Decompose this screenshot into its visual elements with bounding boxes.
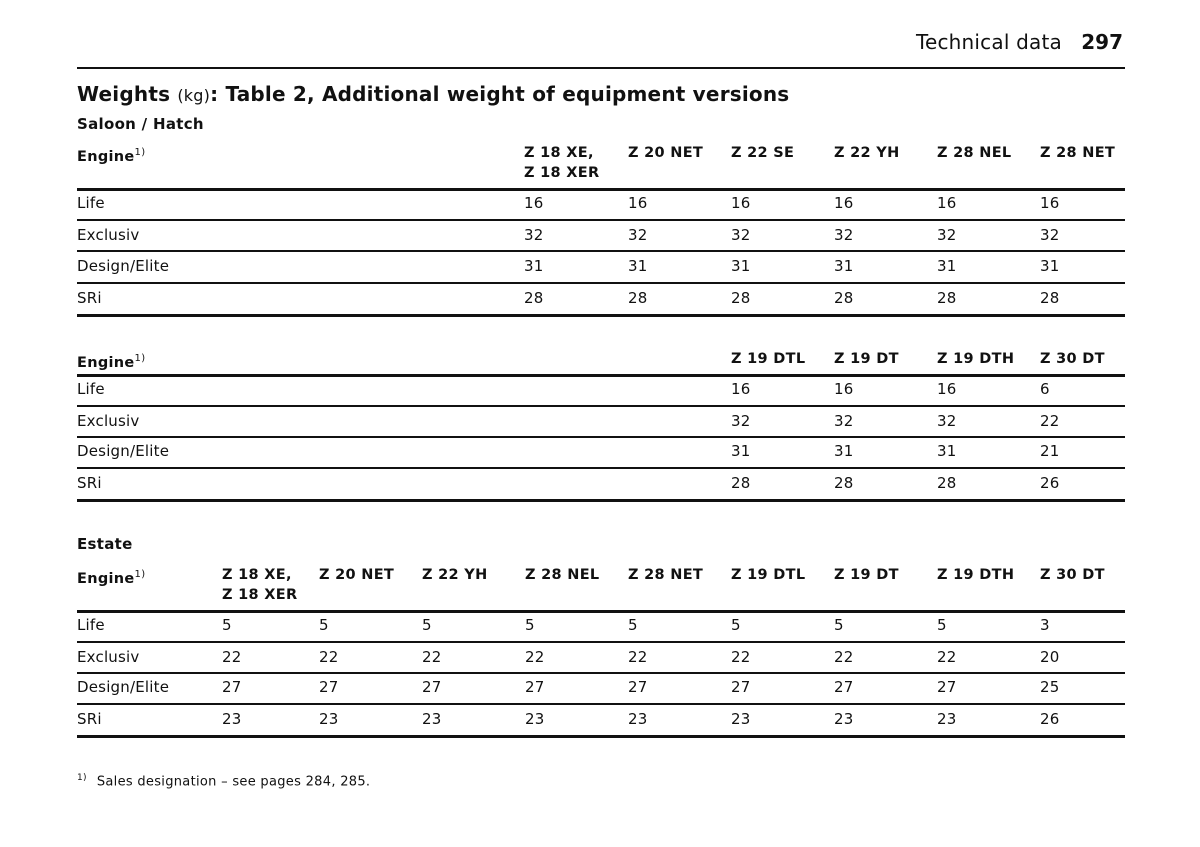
table-cell: 23 xyxy=(222,710,242,728)
table-rule-thick xyxy=(77,610,1125,613)
page-title xyxy=(77,82,789,106)
table-cell: 22 xyxy=(937,648,957,666)
table-rule xyxy=(77,467,1125,469)
table-cell: 23 xyxy=(937,710,957,728)
table-cell: 23 xyxy=(422,710,442,728)
column-header xyxy=(1040,349,1105,369)
column-header-line: Z 22 SE xyxy=(731,145,795,161)
table-rule-thick xyxy=(77,499,1125,502)
column-header-line: Z 19 DT xyxy=(834,351,899,367)
table-cell: 31 xyxy=(628,257,648,275)
row-label: Life xyxy=(77,194,105,212)
column-header-line: Z 28 NET xyxy=(628,567,704,583)
table-cell: 16 xyxy=(731,380,751,398)
table-cell: 16 xyxy=(937,194,957,212)
column-header xyxy=(628,143,703,163)
column-header-line: Z 18 XE, xyxy=(524,145,594,161)
column-header-line: Z 28 NET xyxy=(1040,145,1116,161)
table-cell: 31 xyxy=(731,442,751,460)
table-rule xyxy=(77,703,1125,705)
column-header-line: Z 30 DT xyxy=(1040,567,1105,583)
estate-label: Estate xyxy=(77,535,133,553)
table-rule-thick xyxy=(77,374,1125,377)
row-label: Design/Elite xyxy=(77,257,170,275)
table-cell: 32 xyxy=(834,226,854,244)
table-cell: 25 xyxy=(1040,678,1060,696)
table-cell: 28 xyxy=(834,474,854,492)
table-cell: 31 xyxy=(937,257,957,275)
table-cell: 23 xyxy=(319,710,339,728)
table-cell: 5 xyxy=(834,616,844,634)
table-cell: 31 xyxy=(731,257,751,275)
table-cell: 26 xyxy=(1040,474,1060,492)
table-cell: 32 xyxy=(1040,226,1060,244)
footnote xyxy=(77,773,370,789)
column-header-line: Z 18 XE, xyxy=(222,567,292,583)
table-cell: 5 xyxy=(222,616,232,634)
table-rule-thick xyxy=(77,188,1125,191)
table-cell: 5 xyxy=(937,616,947,634)
footnote-ref-marker: 1) xyxy=(134,147,146,158)
table-cell: 27 xyxy=(628,678,648,696)
table-cell: 32 xyxy=(731,412,751,430)
table-cell: 21 xyxy=(1040,442,1060,460)
table-cell: 3 xyxy=(1040,616,1050,634)
title-suffix: : Table 2, Additional weight of equipment versions xyxy=(210,82,790,106)
row-label: Life xyxy=(77,380,105,398)
table-cell: 16 xyxy=(937,380,957,398)
column-header-line: Z 28 NEL xyxy=(525,567,600,583)
table-cell: 32 xyxy=(628,226,648,244)
table-rule xyxy=(77,405,1125,407)
saloon-hatch-label: Saloon / Hatch xyxy=(77,115,204,133)
table-cell: 28 xyxy=(834,289,854,307)
table-cell: 23 xyxy=(731,710,751,728)
table-rule xyxy=(77,672,1125,674)
column-header-line: Z 19 DTH xyxy=(937,567,1015,583)
column-header xyxy=(937,143,1011,163)
table-cell: 16 xyxy=(524,194,544,212)
table-cell: 16 xyxy=(834,380,854,398)
engine-header-label xyxy=(77,565,145,589)
column-header xyxy=(731,349,805,369)
column-header-line: Z 19 DTH xyxy=(937,351,1015,367)
column-header xyxy=(834,349,899,369)
table-cell: 28 xyxy=(731,474,751,492)
table-rule-thick xyxy=(77,314,1125,317)
table-cell: 28 xyxy=(524,289,544,307)
table-cell: 31 xyxy=(834,257,854,275)
column-header xyxy=(731,143,794,163)
table-cell: 28 xyxy=(628,289,648,307)
table-cell: 16 xyxy=(731,194,751,212)
row-label: Design/Elite xyxy=(77,678,170,696)
table-cell: 32 xyxy=(937,226,957,244)
table-cell: 32 xyxy=(731,226,751,244)
column-header xyxy=(1040,143,1115,163)
engine-header-label xyxy=(77,143,145,167)
table-cell: 31 xyxy=(1040,257,1060,275)
table-cell: 28 xyxy=(937,474,957,492)
table-cell: 5 xyxy=(628,616,638,634)
column-header-line: Z 19 DTL xyxy=(731,351,806,367)
column-header-line: Z 20 NET xyxy=(628,145,704,161)
table-cell: 27 xyxy=(731,678,751,696)
page-number: 297 xyxy=(1081,30,1123,54)
table-cell: 22 xyxy=(319,648,339,666)
page-header-title: Technical data xyxy=(915,30,1062,54)
table-cell: 27 xyxy=(422,678,442,696)
table-cell: 27 xyxy=(222,678,242,696)
table-cell: 22 xyxy=(525,648,545,666)
table-rule xyxy=(77,282,1125,284)
footnote-ref-marker: 1) xyxy=(134,569,146,580)
column-header-line: Z 18 XER xyxy=(222,587,298,603)
engine-label-text: Engine xyxy=(77,354,135,371)
table-cell: 16 xyxy=(628,194,648,212)
table-rule xyxy=(77,436,1125,438)
table-cell: 26 xyxy=(1040,710,1060,728)
table-cell: 28 xyxy=(731,289,751,307)
table-cell: 27 xyxy=(525,678,545,696)
footnote-ref-marker: 1) xyxy=(134,353,146,364)
table-rule xyxy=(77,219,1125,221)
engine-label-text: Engine xyxy=(77,570,135,587)
table-cell: 31 xyxy=(834,442,854,460)
column-header xyxy=(937,349,1014,369)
table-cell: 22 xyxy=(222,648,242,666)
table-cell: 6 xyxy=(1040,380,1050,398)
column-header-line: Z 22 YH xyxy=(834,145,900,161)
table-cell: 22 xyxy=(628,648,648,666)
table-cell: 28 xyxy=(937,289,957,307)
table-rule xyxy=(77,250,1125,252)
table-cell: 5 xyxy=(422,616,432,634)
table-cell: 20 xyxy=(1040,648,1060,666)
row-label: Exclusiv xyxy=(77,648,140,666)
table-cell: 23 xyxy=(834,710,854,728)
column-header-line: Z 30 DT xyxy=(1040,351,1105,367)
column-header xyxy=(628,565,703,585)
column-header-line: Z 18 XER xyxy=(524,165,600,181)
column-header xyxy=(731,565,805,585)
table-cell: 28 xyxy=(1040,289,1060,307)
row-label: SRi xyxy=(77,710,102,728)
table-cell: 32 xyxy=(937,412,957,430)
table-cell: 27 xyxy=(937,678,957,696)
row-label: SRi xyxy=(77,474,102,492)
table-rule xyxy=(77,641,1125,643)
table-rule-thick xyxy=(77,735,1125,738)
column-header xyxy=(422,565,488,585)
column-header xyxy=(525,565,599,585)
row-label: Exclusiv xyxy=(77,412,140,430)
title-unit: (kg) xyxy=(177,86,211,105)
table-cell: 22 xyxy=(1040,412,1060,430)
row-label: Design/Elite xyxy=(77,442,170,460)
table-cell: 16 xyxy=(1040,194,1060,212)
table-cell: 31 xyxy=(937,442,957,460)
column-header xyxy=(222,565,297,605)
header-rule xyxy=(77,67,1125,69)
engine-header-label xyxy=(77,349,145,373)
column-header xyxy=(1040,565,1105,585)
table-cell: 22 xyxy=(731,648,751,666)
column-header xyxy=(524,143,599,183)
column-header xyxy=(834,143,900,163)
table-cell: 23 xyxy=(525,710,545,728)
row-label: SRi xyxy=(77,289,102,307)
table-cell: 23 xyxy=(628,710,648,728)
table-cell: 5 xyxy=(319,616,329,634)
table-cell: 32 xyxy=(834,412,854,430)
footnote-marker: 1) xyxy=(77,773,87,783)
row-label: Exclusiv xyxy=(77,226,140,244)
table-cell: 5 xyxy=(731,616,741,634)
column-header xyxy=(319,565,394,585)
column-header-line: Z 19 DT xyxy=(834,567,899,583)
table-cell: 16 xyxy=(834,194,854,212)
column-header-line: Z 28 NEL xyxy=(937,145,1012,161)
table-cell: 22 xyxy=(422,648,442,666)
column-header xyxy=(834,565,899,585)
table-cell: 32 xyxy=(524,226,544,244)
footnote-text: Sales designation – see pages 284, 285. xyxy=(96,774,371,790)
column-header-line: Z 22 YH xyxy=(422,567,488,583)
table-cell: 27 xyxy=(834,678,854,696)
table-cell: 22 xyxy=(834,648,854,666)
column-header xyxy=(937,565,1014,585)
table-cell: 31 xyxy=(524,257,544,275)
column-header-line: Z 20 NET xyxy=(319,567,395,583)
engine-label-text: Engine xyxy=(77,148,135,165)
title-prefix: Weights xyxy=(77,82,171,106)
row-label: Life xyxy=(77,616,105,634)
column-header-line: Z 19 DTL xyxy=(731,567,806,583)
table-cell: 27 xyxy=(319,678,339,696)
table-cell: 5 xyxy=(525,616,535,634)
